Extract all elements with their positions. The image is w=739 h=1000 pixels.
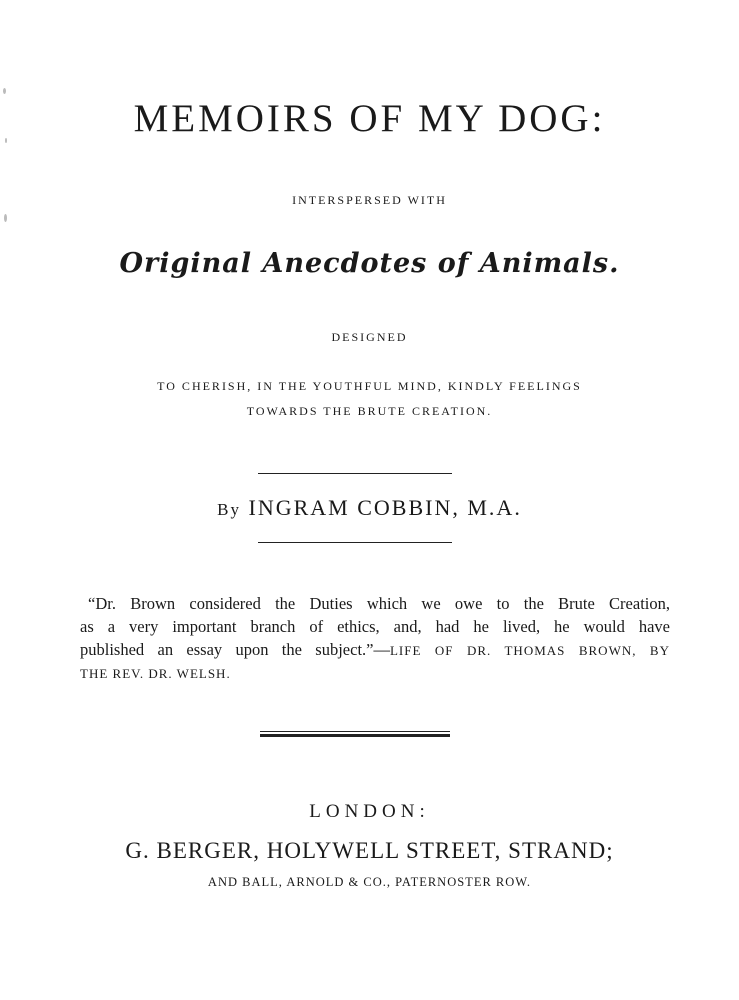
- author-line: [0, 495, 739, 521]
- quote-line-1: “Dr. Brown considered the Duties which we owe to the Brute Creation,: [88, 594, 670, 613]
- quote-attribution-part-2: THE REV. DR. WELSH.: [80, 666, 231, 681]
- purpose-line-2: TOWARDS THE BRUTE CREATION.: [246, 404, 493, 418]
- divider-rule-bottom-thick: [260, 734, 450, 737]
- imprint-city: LONDON:: [309, 801, 430, 822]
- subtitle-blackletter: Original Anecdotes of Animals.: [119, 248, 620, 279]
- purpose-line-1: TO CHERISH, IN THE YOUTHFUL MIND, KINDLY FEELINGS: [157, 379, 582, 393]
- book-title: MEMOIRS OF MY DOG:: [133, 97, 606, 140]
- paper-speck: [5, 138, 7, 143]
- quote-line-3-text: published an essay upon the subject.”—: [80, 640, 390, 659]
- paper-speck: [3, 88, 6, 94]
- quote-line-3: [80, 638, 670, 662]
- divider-rule-middle: [258, 542, 452, 543]
- divider-rule-top: [258, 473, 452, 474]
- quote-line-2: as a very important branch of ethics, and, had he lived, he would have: [80, 617, 670, 636]
- designed-text: DESIGNED: [331, 330, 408, 344]
- quote-attribution-part-1: LIFE OF DR. THOMAS BROWN, BY: [389, 643, 670, 658]
- epigraph-quote: [80, 592, 670, 685]
- author-name: INGRAM COBBIN, M.A.: [248, 495, 522, 520]
- divider-rule-bottom-thin: [260, 731, 450, 732]
- author-by: By: [217, 500, 242, 519]
- imprint-publisher: G. BERGER, HOLYWELL STREET, STRAND;: [125, 838, 614, 863]
- interspersed-with-text: INTERSPERSED WITH: [292, 193, 447, 207]
- paper-speck: [4, 214, 7, 222]
- imprint-co-publisher: AND BALL, ARNOLD & CO., PATERNOSTER ROW.: [207, 875, 532, 889]
